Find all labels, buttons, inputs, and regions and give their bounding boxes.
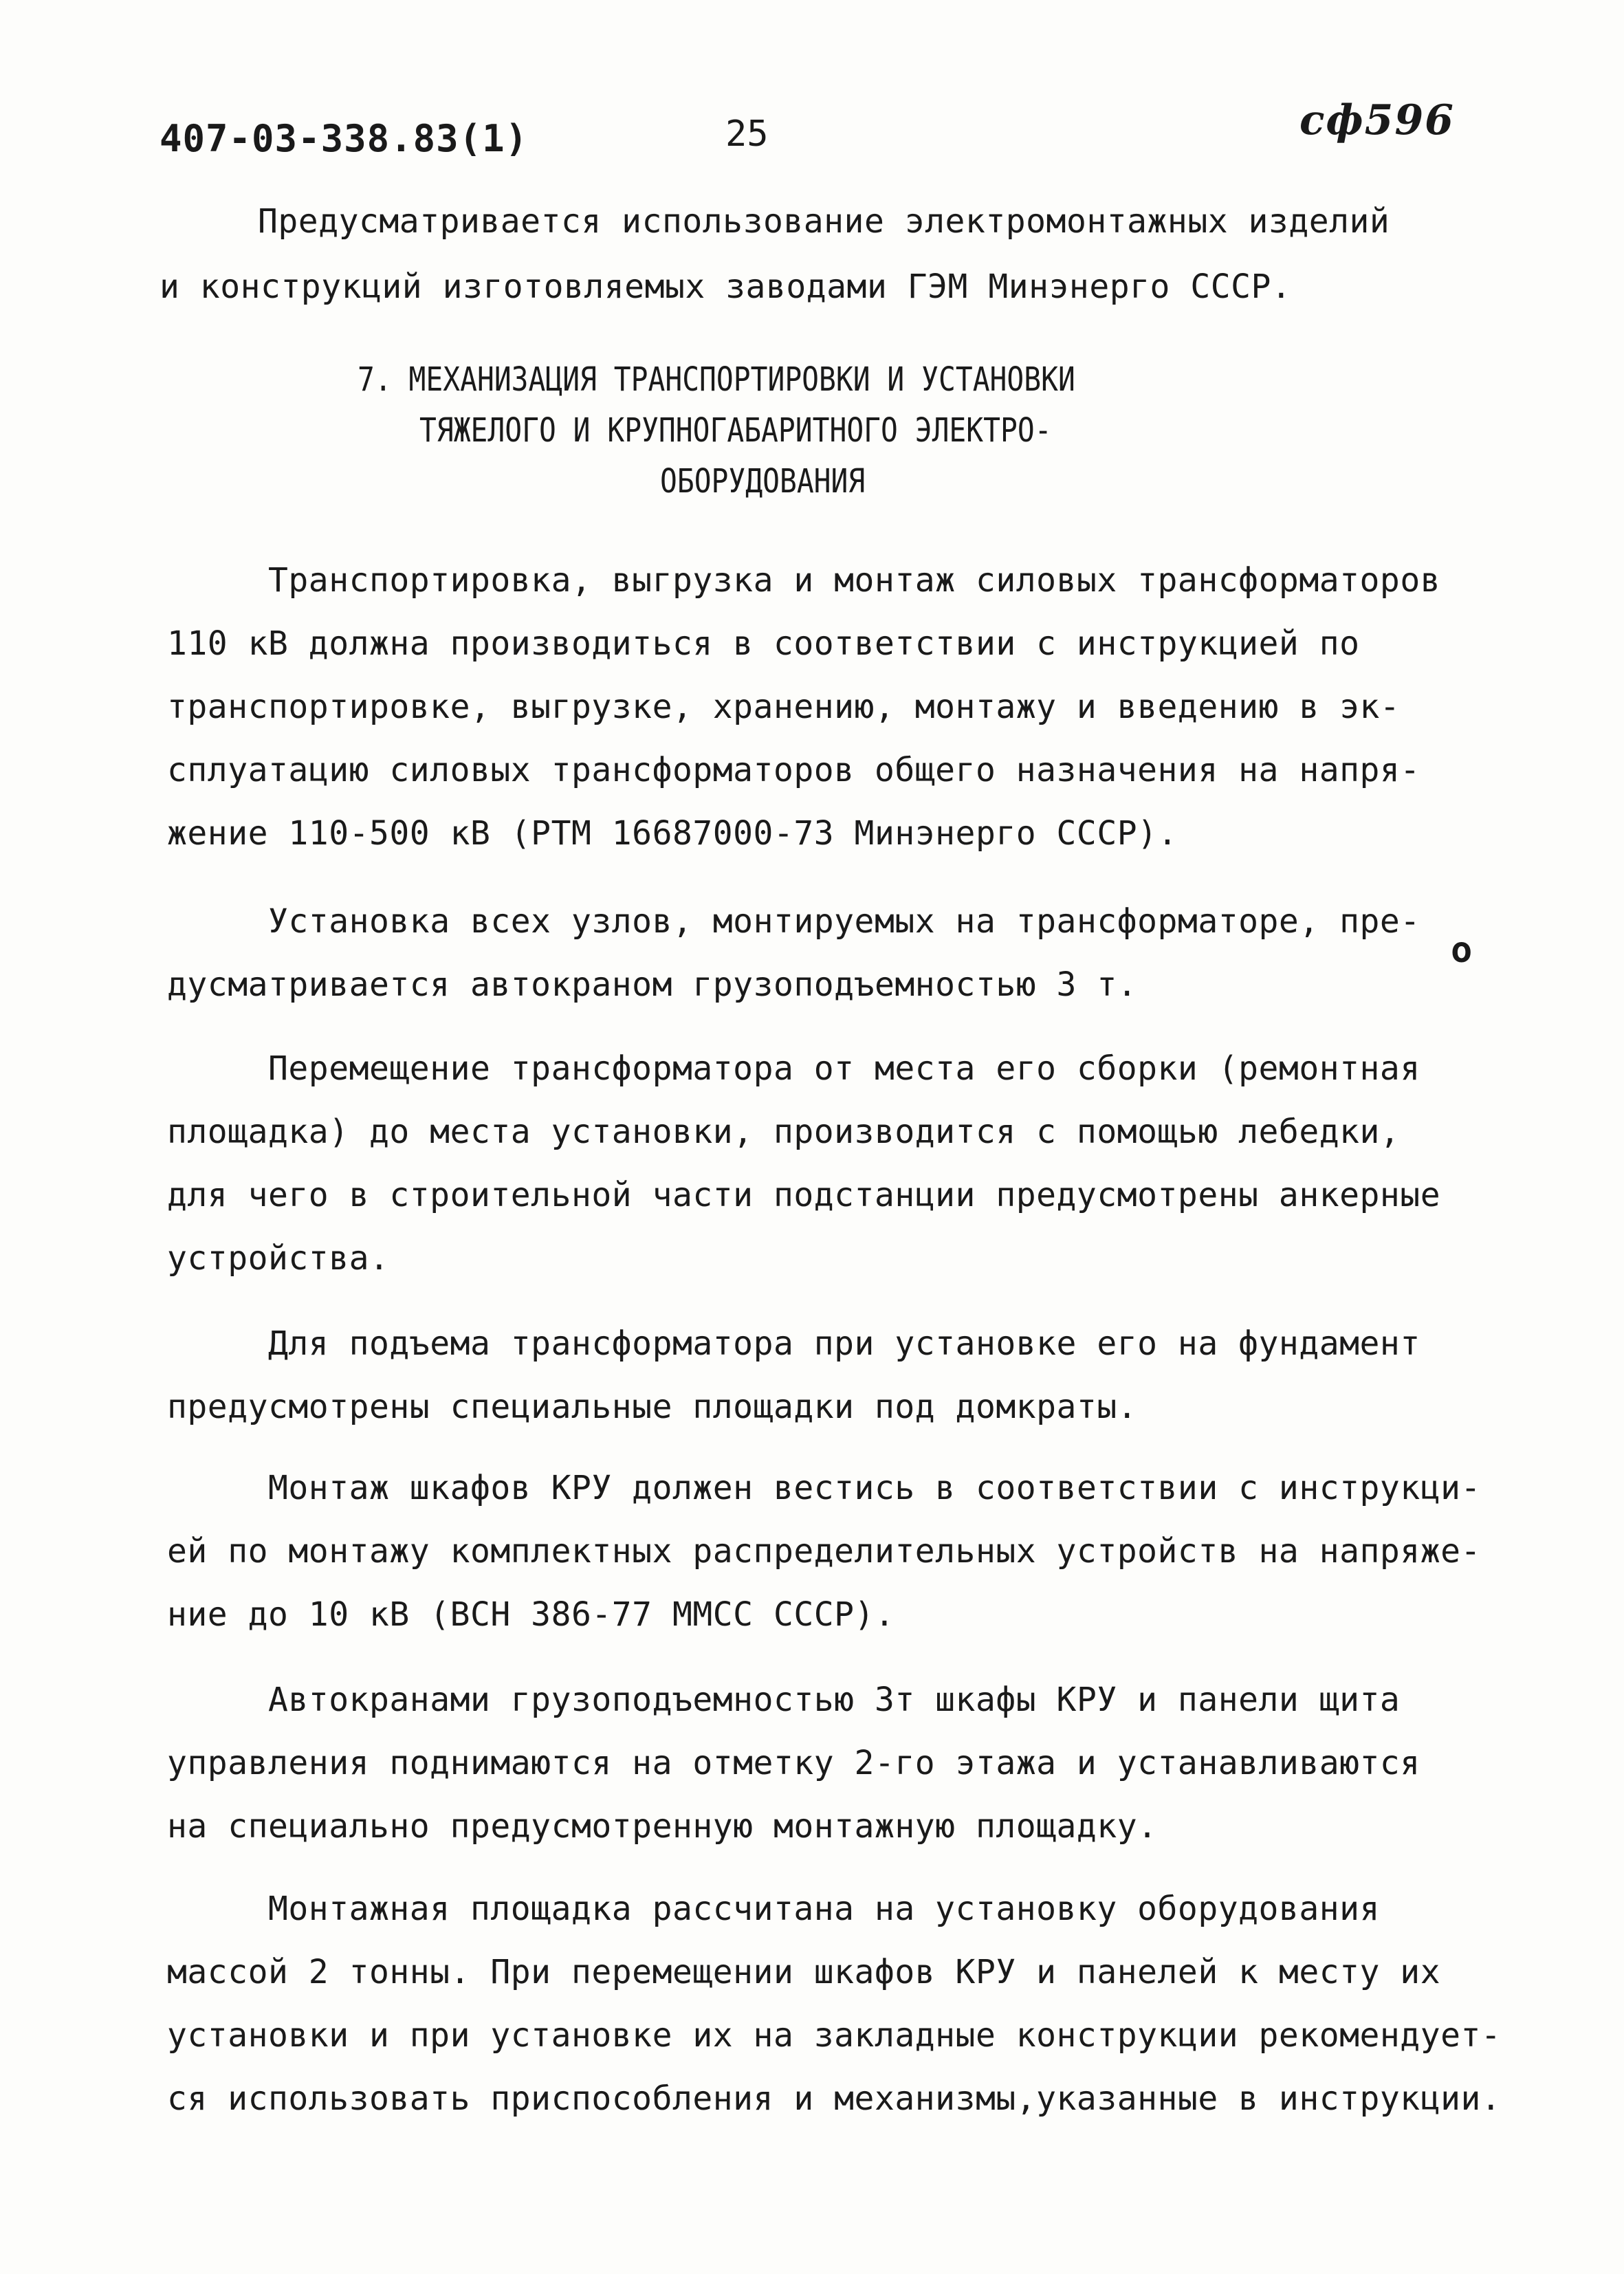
sheet-mark: сф596 bbox=[1299, 96, 1455, 144]
section-title: ТЯЖЕЛОГО И КРУПНОГАБАРИТНОГО ЭЛЕКТРО- bbox=[419, 411, 1052, 450]
paragraph-line: управления поднимаются на отметку 2-го этажа и устанавливаются bbox=[167, 1744, 1420, 1782]
paragraph-line: установки и при установке их на закладные конструкции рекомендует- bbox=[167, 2016, 1502, 2055]
section-title: 7. МЕХАНИЗАЦИЯ ТРАНСПОРТИРОВКИ И УСТАНОВКИ bbox=[358, 360, 1075, 399]
paragraph-line: транспортировке, выгрузке, хранению, монтажу и введению в эк- bbox=[167, 688, 1401, 726]
paragraph-line: ся использовать приспособления и механизмы,указанные в инструкции. bbox=[167, 2079, 1502, 2118]
paragraph-line: сплуатацию силовых трансформаторов общего назначения на напря- bbox=[167, 751, 1420, 789]
intro-line: Предусматривается использование электромонтажных изделий bbox=[258, 202, 1390, 241]
paragraph-line: Монтажная площадка рассчитана на установку оборудования bbox=[268, 1890, 1380, 1928]
paragraph-line: предусмотрены специальные площадки под домкраты. bbox=[167, 1388, 1138, 1426]
paragraph-line: Для подъема трансформатора при установке его на фундамент bbox=[268, 1324, 1420, 1363]
paragraph-line: устройства. bbox=[167, 1239, 390, 1278]
page-number: 25 bbox=[725, 113, 769, 155]
paragraph-line: Транспортировка, выгрузка и монтаж силовых трансформаторов bbox=[268, 561, 1441, 600]
document-code: 407-03-338.83(1) bbox=[160, 117, 529, 160]
paragraph-line: площадка) до места установки, производится с помощью лебедки, bbox=[167, 1113, 1401, 1151]
paragraph-line: Автокранами грузоподъемностью 3т шкафы КРУ и панели щита bbox=[268, 1681, 1401, 1719]
section-title: ОБОРУДОВАНИЯ bbox=[660, 462, 866, 501]
margin-mark: о bbox=[1451, 930, 1473, 971]
paragraph-line: ей по монтажу комплектных распределительных устройств на напряже- bbox=[167, 1532, 1481, 1571]
paragraph-line: Перемещение трансформатора от места его сборки (ремонтная bbox=[268, 1049, 1420, 1088]
paragraph-line: дусматривается автокраном грузоподъемностью 3 т. bbox=[167, 965, 1138, 1004]
paragraph-line: ние до 10 кВ (ВСН 386-77 ММСС СССР). bbox=[167, 1595, 895, 1634]
paragraph-line: жение 110-500 кВ (РТМ 16687000-73 Минэнерго СССР). bbox=[167, 814, 1178, 853]
paragraph-line: Монтаж шкафов КРУ должен вестись в соответствии с инструкци- bbox=[268, 1469, 1481, 1507]
paragraph-line: для чего в строительной части подстанции предусмотрены анкерные bbox=[167, 1176, 1441, 1214]
paragraph-line: массой 2 тонны. При перемещении шкафов КРУ и панелей к месту их bbox=[167, 1953, 1441, 1991]
intro-line: и конструкций изготовляемых заводами ГЭМ Минэнерго СССР. bbox=[160, 267, 1292, 306]
paragraph-line: Установка всех узлов, монтируемых на трансформаторе, пре- bbox=[268, 902, 1420, 941]
paragraph-line: на специально предусмотренную монтажную площадку. bbox=[167, 1807, 1158, 1846]
paragraph-line: 110 кВ должна производиться в соответствии с инструкцией по bbox=[167, 624, 1360, 663]
